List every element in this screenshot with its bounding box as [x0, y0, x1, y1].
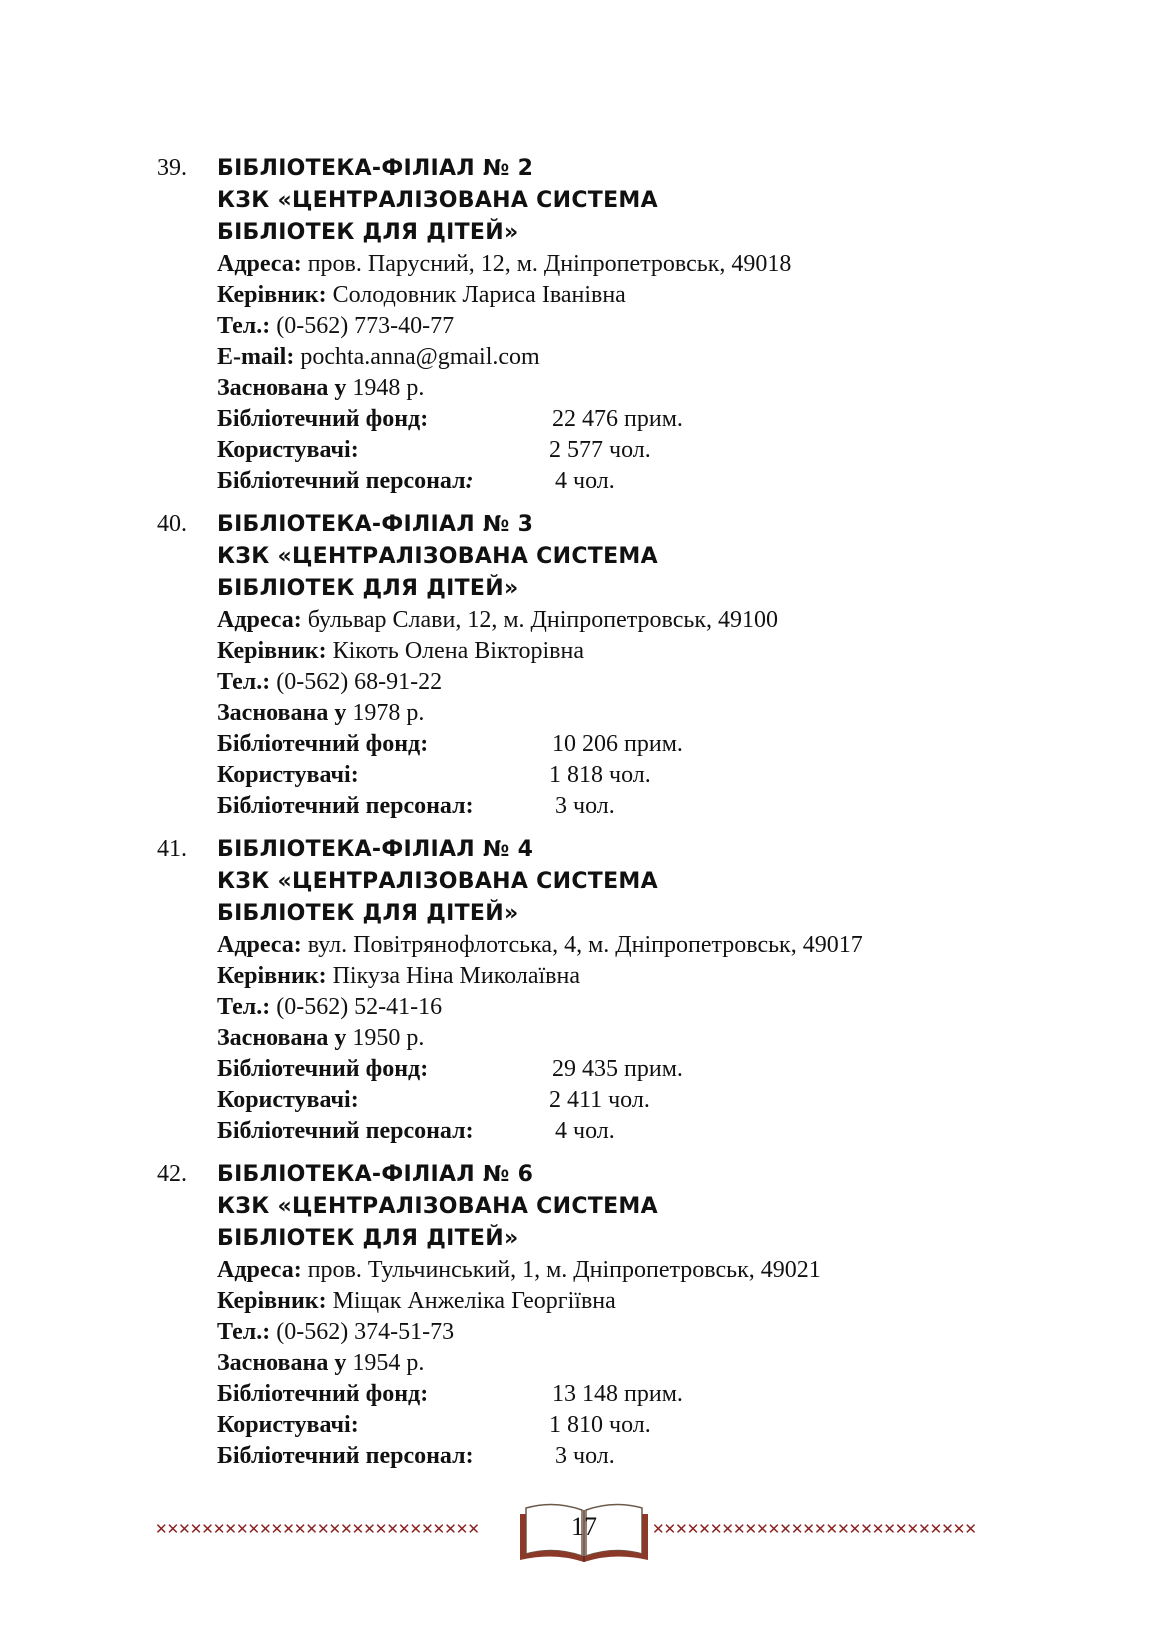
phone-row [217, 1317, 1164, 1348]
users-value: 2 411 чол. [549, 1087, 650, 1113]
fund-value: 22 476 прим. [552, 406, 683, 432]
staff-label-text: Бібліотечний персонал [217, 468, 466, 494]
staff-row [217, 1441, 1164, 1472]
founded-value: 1954 р. [346, 1350, 425, 1376]
footer-ornament-left: ✕✕✕✕✕✕✕✕✕✕✕✕✕✕✕✕✕✕✕✕✕✕✕✕✕✕✕✕ [155, 1520, 479, 1538]
staff-label: Бібліотечний персонал: [217, 1118, 474, 1144]
founded-value: 1978 р. [346, 700, 425, 726]
address-row [217, 249, 1164, 280]
page-footer [0, 1500, 1164, 1570]
users-value: 2 577 чол. [549, 437, 651, 463]
head-value: Солодовник Лариса Іванівна [326, 282, 626, 308]
fund-value: 10 206 прим. [552, 731, 683, 757]
phone-value: (0-562) 68-91-22 [270, 669, 443, 695]
fund-row [217, 1054, 1164, 1085]
entry-title-line2: КЗК «ЦЕНТРАЛІЗОВАНА СИСТЕМА [217, 188, 658, 213]
email-value: pochta.anna@gmail.com [294, 344, 540, 370]
phone-label: Тел.: [217, 669, 271, 695]
users-label: Користувачі: [217, 1412, 359, 1438]
staff-row [217, 791, 1164, 822]
entry-number: 42. [157, 1161, 187, 1187]
users-row [217, 1410, 1164, 1441]
phone-value: (0-562) 773-40-77 [270, 313, 455, 339]
address-label: Адреса: [217, 932, 302, 958]
staff-row [217, 466, 1164, 497]
entry-title-line3: БІБЛІОТЕК ДЛЯ ДІТЕЙ» [217, 901, 519, 926]
entry-title-line1: БІБЛІОТЕКА-ФІЛІАЛ № 6 [217, 1162, 534, 1187]
entry-title-line1: БІБЛІОТЕКА-ФІЛІАЛ № 4 [217, 837, 534, 862]
page-number: 17 [571, 1512, 597, 1541]
users-row [217, 760, 1164, 791]
head-value: Міщак Анжеліка Георгіївна [326, 1288, 616, 1314]
head-label: Керівник: [217, 1288, 327, 1314]
address-value: вул. Повітрянофлотська, 4, м. Дніпропетровськ, 49017 [301, 932, 863, 958]
head-value: Пікуза Ніна Миколаївна [326, 963, 580, 989]
entry-number: 41. [157, 836, 187, 862]
address-row [217, 930, 1164, 961]
head-row [217, 961, 1164, 992]
email-row [217, 342, 1164, 373]
phone-value: (0-562) 52-41-16 [270, 994, 443, 1020]
address-value: бульвар Слави, 12, м. Дніпропетровськ, 49100 [301, 607, 778, 633]
founded-row [217, 1023, 1164, 1054]
phone-row [217, 992, 1164, 1023]
head-value: Кікоть Олена Вікторівна [326, 638, 584, 664]
phone-row [217, 667, 1164, 698]
fund-label: Бібліотечний фонд: [217, 731, 429, 757]
founded-label: Заснована у [217, 1025, 347, 1051]
founded-label: Заснована у [217, 1350, 347, 1376]
head-label: Керівник: [217, 638, 327, 664]
address-value: пров. Тульчинський, 1, м. Дніпропетровськ, 49021 [301, 1257, 821, 1283]
address-label: Адреса: [217, 251, 302, 277]
address-row [217, 605, 1164, 636]
users-value: 1 818 чол. [549, 762, 651, 788]
staff-row [217, 1116, 1164, 1147]
phone-label: Тел.: [217, 1319, 271, 1345]
head-row [217, 280, 1164, 311]
phone-label: Тел.: [217, 313, 271, 339]
founded-row [217, 1348, 1164, 1379]
entry-title-line2: КЗК «ЦЕНТРАЛІЗОВАНА СИСТЕМА [217, 1194, 658, 1219]
fund-value: 29 435 прим. [552, 1056, 683, 1082]
entry-title-line2: КЗК «ЦЕНТРАЛІЗОВАНА СИСТЕМА [217, 544, 658, 569]
users-label: Користувачі: [217, 1087, 359, 1113]
staff-label: Бібліотечний персонал: [217, 793, 474, 819]
users-label: Користувачі: [217, 762, 359, 788]
founded-row [217, 373, 1164, 404]
fund-row [217, 729, 1164, 760]
head-row [217, 1286, 1164, 1317]
users-label: Користувачі: [217, 437, 359, 463]
staff-label: Бібліотечний персонал: [217, 1443, 474, 1469]
entry-title-line1: БІБЛІОТЕКА-ФІЛІАЛ № 3 [217, 512, 534, 537]
founded-label: Заснована у [217, 700, 347, 726]
users-row [217, 435, 1164, 466]
fund-value: 13 148 прим. [552, 1381, 683, 1407]
entry-number: 39. [157, 155, 187, 181]
library-entry [157, 834, 1164, 1147]
founded-value: 1948 р. [346, 375, 425, 401]
phone-value: (0-562) 374-51-73 [270, 1319, 455, 1345]
founded-value: 1950 р. [346, 1025, 425, 1051]
staff-value: 3 чол. [555, 1443, 615, 1469]
library-entry [157, 509, 1164, 822]
fund-row [217, 1379, 1164, 1410]
entry-title-line2: КЗК «ЦЕНТРАЛІЗОВАНА СИСТЕМА [217, 869, 658, 894]
head-label: Керівник: [217, 282, 327, 308]
fund-row [217, 404, 1164, 435]
address-value: пров. Парусний, 12, м. Дніпропетровськ, 49018 [301, 251, 792, 277]
staff-value: 3 чол. [555, 793, 615, 819]
library-entry [157, 153, 1164, 497]
entry-title-line3: БІБЛІОТЕК ДЛЯ ДІТЕЙ» [217, 220, 519, 245]
fund-label: Бібліотечний фонд: [217, 1056, 429, 1082]
head-row [217, 636, 1164, 667]
entry-title-line3: БІБЛІОТЕК ДЛЯ ДІТЕЙ» [217, 1226, 519, 1251]
fund-label: Бібліотечний фонд: [217, 1381, 429, 1407]
founded-row [217, 698, 1164, 729]
phone-label: Тел.: [217, 994, 271, 1020]
staff-label: Бібліотечний персонал: [217, 468, 474, 494]
staff-value: 4 чол. [555, 1118, 615, 1144]
address-label: Адреса: [217, 607, 302, 633]
fund-label: Бібліотечний фонд: [217, 406, 429, 432]
phone-row [217, 311, 1164, 342]
founded-label: Заснована у [217, 375, 347, 401]
staff-value: 4 чол. [555, 468, 615, 494]
footer-ornament-right: ✕✕✕✕✕✕✕✕✕✕✕✕✕✕✕✕✕✕✕✕✕✕✕✕✕✕✕✕ [652, 1520, 976, 1538]
library-entry [157, 1159, 1164, 1472]
entry-number: 40. [157, 511, 187, 537]
email-label: E-mail: [217, 344, 295, 370]
address-label: Адреса: [217, 1257, 302, 1283]
entries-list [0, 153, 1164, 1484]
users-value: 1 810 чол. [549, 1412, 651, 1438]
entry-title-line3: БІБЛІОТЕК ДЛЯ ДІТЕЙ» [217, 576, 519, 601]
head-label: Керівник: [217, 963, 327, 989]
entry-title-line1: БІБЛІОТЕКА-ФІЛІАЛ № 2 [217, 156, 534, 181]
users-row [217, 1085, 1164, 1116]
address-row [217, 1255, 1164, 1286]
